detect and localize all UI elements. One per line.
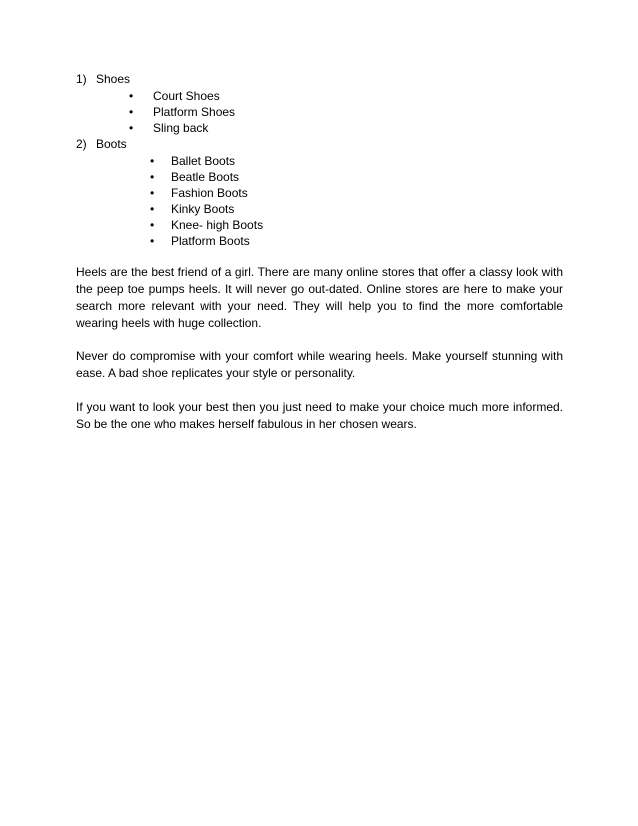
list-item-text: Platform Shoes	[153, 105, 236, 119]
list-item-text: Ballet Boots	[171, 154, 236, 168]
list-item-text: Fashion Boots	[171, 186, 248, 200]
item-title: Shoes	[96, 72, 131, 86]
bullet-icon: •	[129, 105, 134, 119]
bullet-icon: •	[150, 154, 155, 168]
paragraph-heels-intro: Heels are the best friend of a girl. There are many online stores that offer a classy look with the peep toe pumps heels. It will never go out-dated. Online stores are here to make your search more relevant with your need. They will help you to find the more comfortable wearing heels with huge collection.	[76, 265, 563, 330]
bullet-icon: •	[150, 218, 155, 232]
item-number: 1)	[76, 72, 87, 86]
list-item	[76, 233, 563, 249]
bullet-icon: •	[150, 170, 155, 184]
bullet-icon: •	[150, 202, 155, 216]
list-item	[76, 120, 563, 136]
list-item-text: Court Shoes	[153, 89, 220, 103]
paragraph-choice: If you want to look your best then you just need to make your choice much more informed. So be the one who makes herself fabulous in her chosen wears.	[76, 400, 563, 431]
list-item	[76, 217, 563, 233]
list-item	[76, 153, 563, 169]
list-item	[76, 201, 563, 217]
list-item-text: Sling back	[153, 121, 209, 135]
document-content	[76, 71, 563, 433]
boots-bullet-list	[76, 153, 563, 249]
list-item	[76, 169, 563, 185]
shoes-bullet-list	[76, 88, 563, 136]
list-item	[76, 104, 563, 120]
bullet-icon: •	[129, 121, 134, 135]
item-title: Boots	[96, 137, 127, 151]
item-number: 2)	[76, 137, 87, 151]
bullet-icon: •	[129, 89, 134, 103]
bullet-icon: •	[150, 186, 155, 200]
list-item-text: Platform Boots	[171, 234, 250, 248]
numbered-item-shoes	[76, 71, 563, 88]
list-item-text: Knee- high Boots	[171, 218, 264, 232]
list-item-text: Beatle Boots	[171, 170, 240, 184]
list-item-text: Kinky Boots	[171, 202, 235, 216]
paragraph-comfort: Never do compromise with your comfort while wearing heels. Make yourself stunning with ease. A bad shoe replicates your style or personality.	[76, 349, 563, 380]
bullet-icon: •	[150, 234, 155, 248]
list-item	[76, 88, 563, 104]
numbered-item-boots	[76, 136, 563, 153]
list-item	[76, 185, 563, 201]
